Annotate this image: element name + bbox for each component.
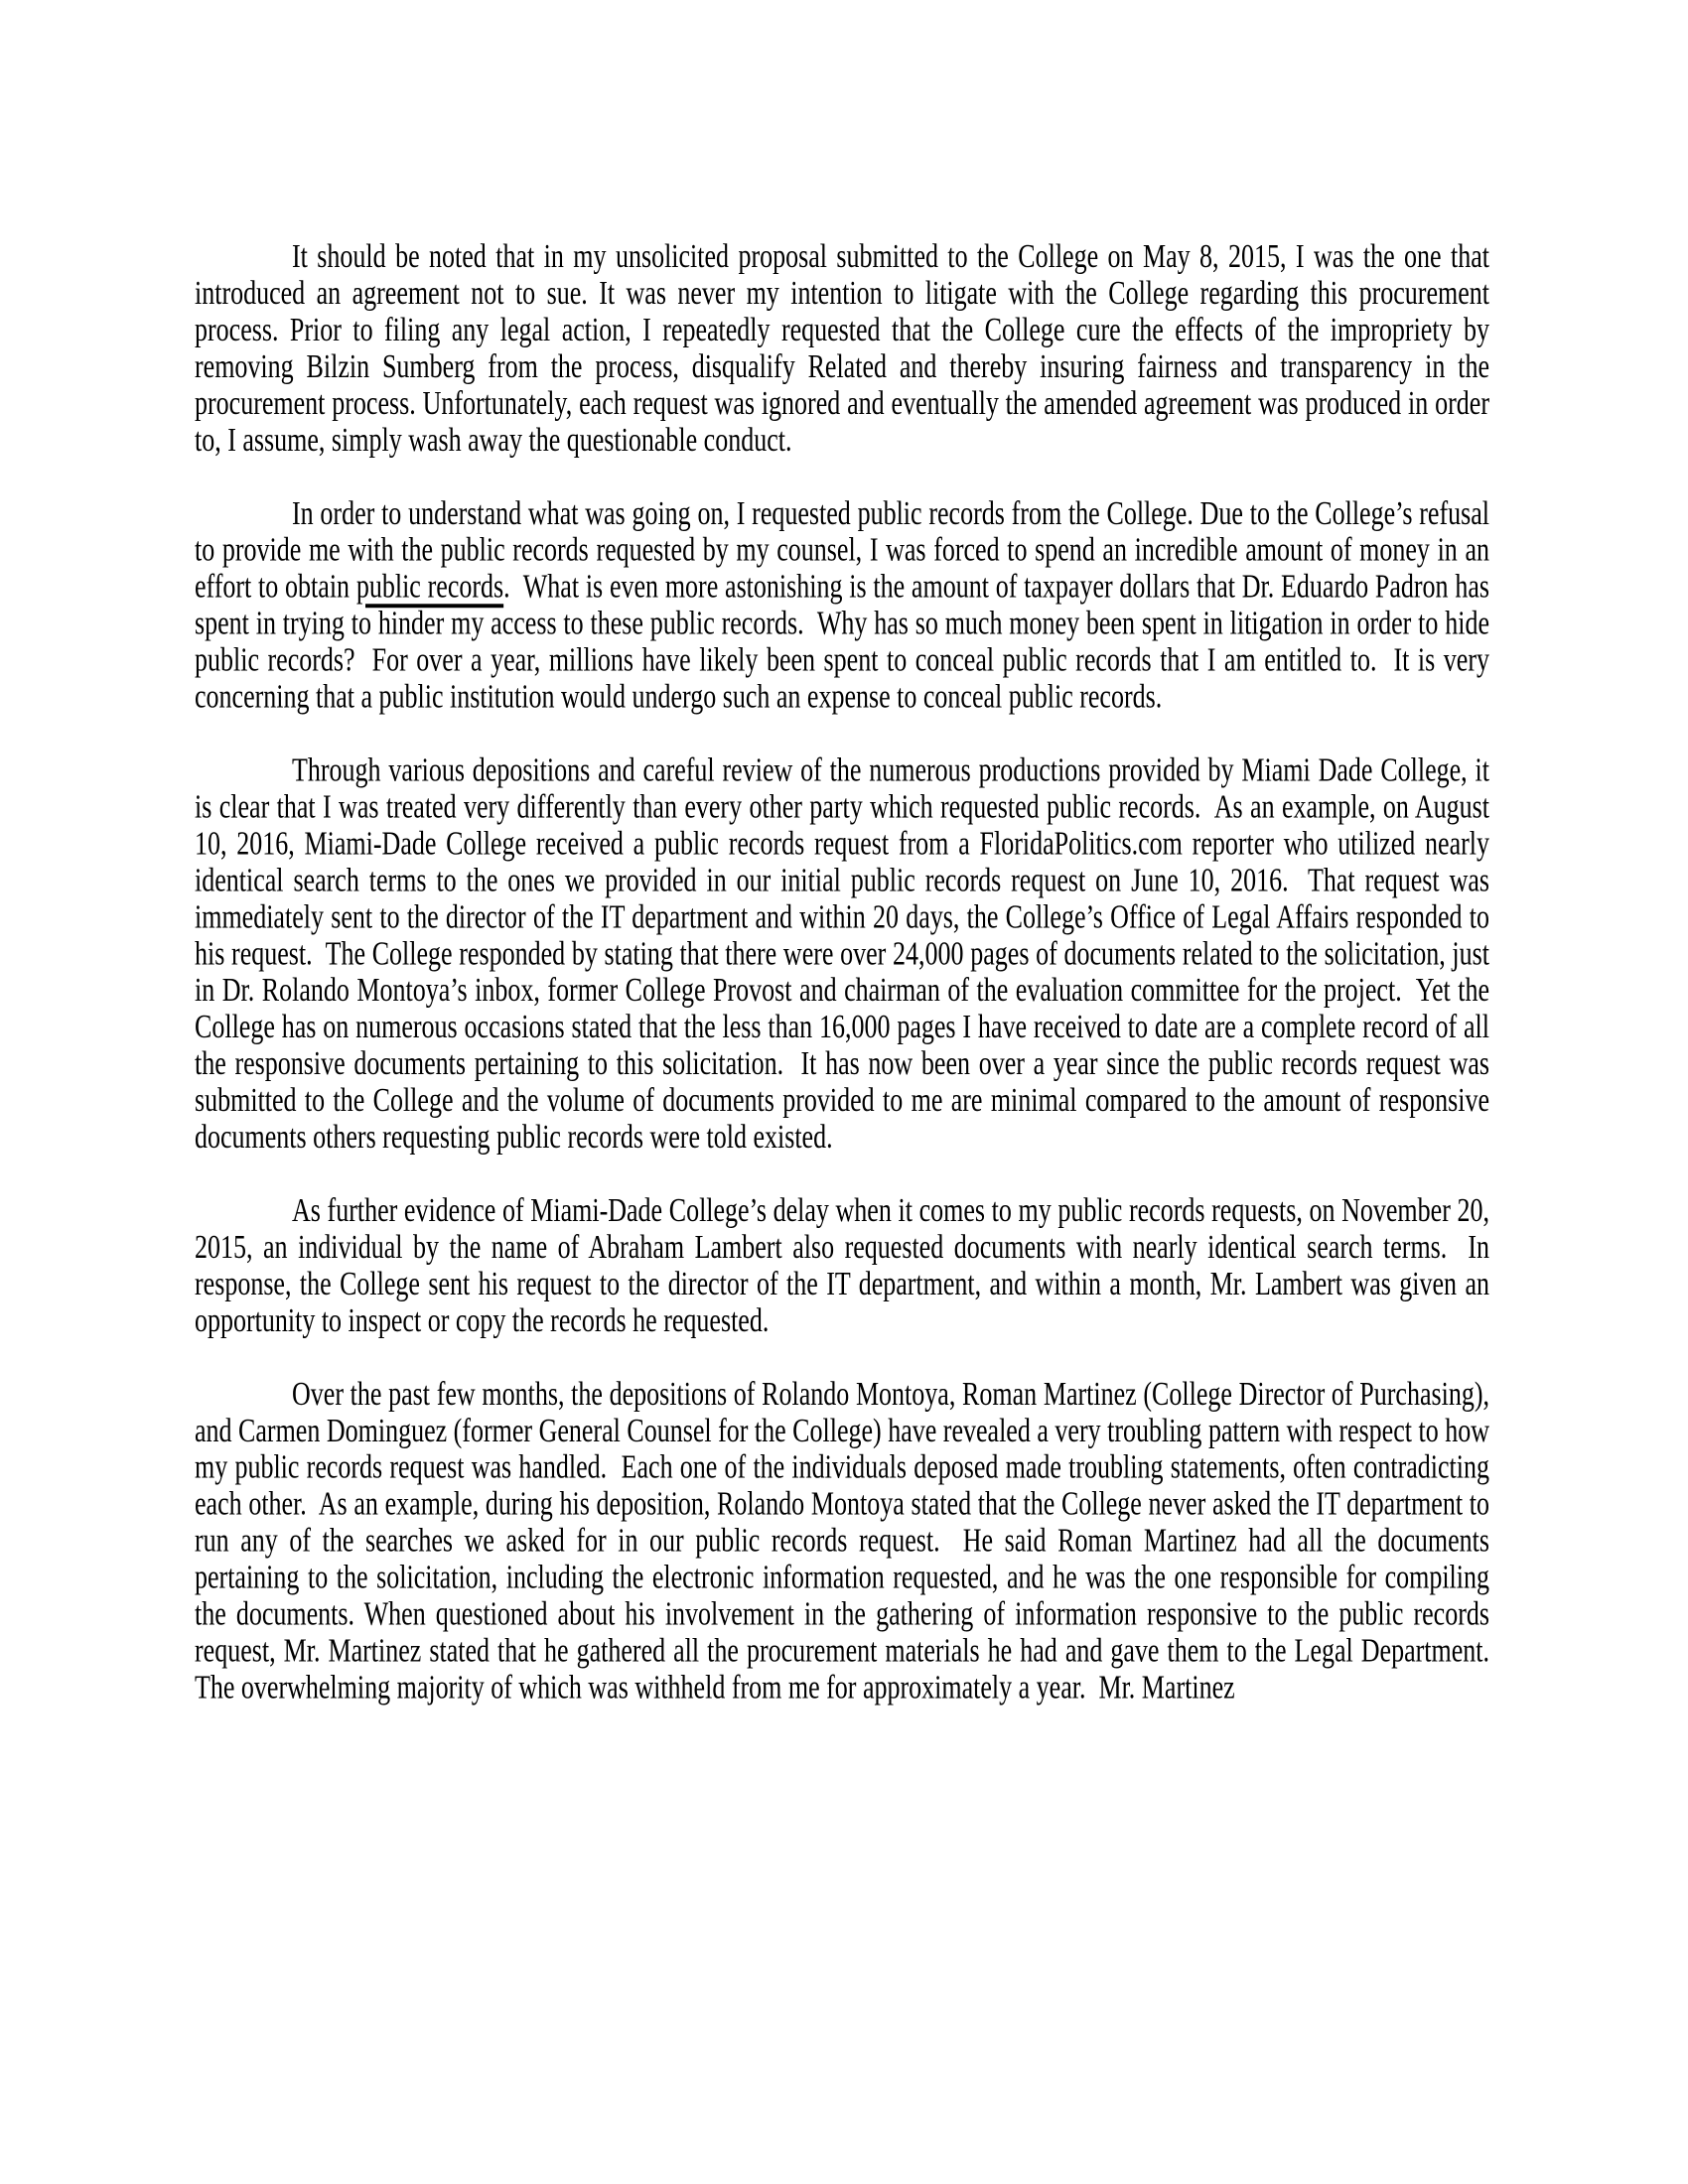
paragraph-1 [195, 238, 1489, 459]
document-body [195, 238, 1489, 1706]
paragraph-4 [195, 1192, 1489, 1339]
text-run: Through various depositions and careful review of the numerous productions provided by Miami Dade College, it is clear that I was treated very differently than every other party which requested public records. As an example, on August 10, 2016, Miami-Dade College received a public records request from a FloridaPolitics.com reporter who utilized nearly identical search terms to the ones we provided in our initial public records request on June 10, 2016. That request was immediately sent to the director of the IT department and within 20 days, the College’s Office of Legal Affairs responded to his request. The College responded by stating that there were over 24,000 pages of documents related to the solicitation, just in Dr. Rolando Montoya’s inbox, former College Provost and chairman of the evaluation committee for the project. Yet the College has on numerous occasions stated that the less than 16,000 pages I have received to date are a complete record of all the responsive documents pertaining to this solicitation. It has now been over a year since the public records request was submitted to the College and the volume of documents provided to me are minimal compared to the amount of responsive documents others requesting public records were told existed. [195, 751, 1489, 1156]
underlined-text: public records [355, 567, 504, 606]
paragraph-2 [195, 495, 1489, 716]
text-run: It should be noted that in my unsolicited proposal submitted to the College on May 8, 2015, I was the one that introduced an agreement not to sue. It was never my intention to litigate with the College regarding this procurement process. Prior to filing any legal action, I repeatedly requested that the College cure the effects of the impropriety by removing Bilzin Sumberg from the process, disqualify Related and thereby insuring fairness and transparency in the procurement process. Unfortunately, each request was ignored and eventually the amended agreement was produced in order to, I assume, simply wash away the questionable conduct. [195, 236, 1489, 459]
paragraph-3 [195, 751, 1489, 1156]
paragraph-5 [195, 1376, 1489, 1706]
text-run: As further evidence of Miami-Dade College’s delay when it comes to my public records requests, on November 20, 2015, an individual by the name of Abraham Lambert also requested documents with nearly identical search terms. In response, the College sent his request to the director of the IT department, and within a month, Mr. Lambert was given an opportunity to inspect or copy the records he requested. [195, 1190, 1489, 1339]
text-run: Over the past few months, the depositions of Rolando Montoya, Roman Martinez (College Director of Purchasing), and Carmen Dominguez (former General Counsel for the College) have revealed a very troubling pattern with respect to how my public records request was handled. Each one of the individuals deposed made troubling statements, often contradicting each other. As an example, during his deposition, Rolando Montoya stated that the College never asked the IT department to run any of the searches we asked for in our public records request. He said Roman Martinez had all the documents pertaining to the solicitation, including the electronic information requested, and he was the one responsible for compiling the documents. When questioned about his involvement in the gathering of information responsive to the public records request, Mr. Martinez stated that he gathered all the procurement materials he had and gave them to the Legal Department. The overwhelming majority of which was withheld from me for approximately a year. Mr. Martinez [195, 1374, 1489, 1706]
text-run: . What is even more astonishing is the amount of taxpayer dollars that Dr. Eduardo Padron has spent in trying to hinder my access to these public records. Why has so much money been spent in litigation in order to hide public records? For over a year, millions have likely been spent to conceal public records that I am entitled to. It is very concerning that a public institution would undergo such an expense to conceal public records. [195, 567, 1489, 716]
text-run: In order to understand what was going on, I requested public records from the College. Due to the College’s refusal to provide me with the public records requested by my counsel, I was forced to spend an incredible amount of money in an effort to obtain [195, 493, 1489, 606]
